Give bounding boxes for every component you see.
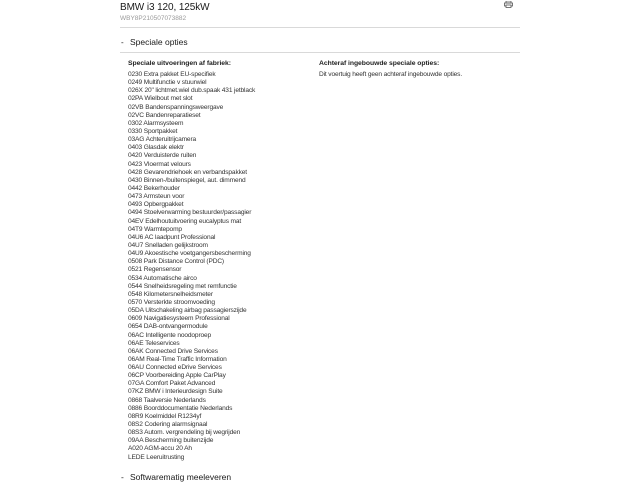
option-item: 0654 DAB-ontvangermodule — [128, 323, 208, 331]
section-divider — [120, 52, 520, 53]
special-options-toggle[interactable] — [121, 37, 188, 48]
option-item: 06AM Real-Time Traffic Information — [128, 355, 227, 363]
option-item: 0442 Bekerhouder — [128, 184, 180, 192]
option-item: 0423 Vloermat velours — [128, 160, 191, 168]
option-item: 08R9 Koelmiddel R1234yf — [128, 412, 202, 420]
option-item: 03AG Achteruitrijcamera — [128, 136, 197, 144]
option-item: 0570 Versterkte stroomvoeding — [128, 298, 215, 306]
vehicle-vin: WBY8P210507073882 — [120, 15, 187, 22]
option-item: 0548 Kilometersnelheidsmeter — [128, 290, 213, 298]
factory-options-title: Speciale uitvoeringen af fabriek: — [128, 60, 231, 67]
option-item: 06AC Intelligente noodoproep — [128, 331, 212, 339]
option-item: 02VB Bandenspanningsweergave — [128, 103, 224, 111]
collapse-icon: - — [121, 38, 124, 47]
option-item: 06AK Connected Drive Services — [128, 347, 218, 355]
option-item: 07GA Comfort Paket Advanced — [128, 380, 216, 388]
option-item: 04T9 Warmtepomp — [128, 225, 182, 233]
option-item: 04U9 Akoestische voetgangersbescherming — [128, 250, 251, 258]
option-item: 0473 Armsteun voor — [128, 193, 185, 201]
option-item: 08S3 Autom. vergrendeling bij wegrijden — [128, 429, 241, 437]
option-item: 06CP Voorbereiding Apple CarPlay — [128, 372, 226, 380]
option-item: 02VC Bandenreparatieset — [128, 111, 201, 119]
software-section-heading: Softwarematig meeleveren — [130, 472, 232, 482]
vehicle-title: BMW i3 120, 125kW — [120, 2, 210, 13]
option-item: 0230 Extra pakket EU-specifiek — [128, 71, 216, 78]
option-item: 0428 Gevarendriehoek en verbandspakket — [128, 168, 247, 176]
option-item: 0430 Binnen-/buitenspiegel, aut. dimmend — [128, 176, 246, 184]
option-item: 04EV Edelhoutuitvoering eucalyptus mat — [128, 217, 242, 225]
option-item: 0534 Automatische airco — [128, 274, 197, 282]
option-item: 06AE Teleservices — [128, 339, 180, 347]
option-item: 0609 Navigatiesysteem Professional — [128, 315, 230, 323]
printer-icon[interactable] — [504, 1, 513, 8]
header-divider — [120, 27, 520, 28]
option-item: 0494 Stoelverwarming bestuurder/passagier — [128, 209, 252, 217]
collapse-icon: - — [121, 472, 124, 482]
special-options-heading: Speciale opties — [130, 37, 188, 47]
option-item: 0403 Glasdak elektr — [128, 144, 184, 152]
option-item: 04U6 AC laadpunt Professional — [128, 233, 216, 241]
option-item: 04U7 Snelladen gelijkstroom — [128, 241, 208, 249]
retrofit-options-text: Dit voertuig heeft geen achteraf ingebouwde opties. — [319, 71, 463, 78]
option-item: 0544 Snelheidsregeling met remfunctie — [128, 282, 237, 290]
option-item: 06AU Connected eDrive Services — [128, 364, 222, 372]
retrofit-options-title: Achteraf ingebouwde speciale opties: — [319, 60, 440, 67]
option-item: 07KZ BMW i Interieurdesign Suite — [128, 388, 223, 396]
option-item: 0302 Alarmsysteem — [128, 119, 184, 127]
option-item: 0886 Boorddocumentatie Nederlands — [128, 404, 233, 412]
option-item: LEDE Leeruitrusting — [128, 453, 185, 461]
option-item: 0493 Opbergpakket — [128, 201, 184, 209]
factory-options-list — [128, 71, 303, 462]
option-item: 08S2 Codering alarmsignaal — [128, 421, 208, 429]
software-section-toggle[interactable] — [121, 472, 231, 482]
retrofit-options-column — [319, 59, 514, 79]
option-item: 026X 20" lichtmet.wiel dub.spaak 431 jetblack — [128, 87, 256, 95]
option-item: 0249 Multifunctie v stuurwiel — [128, 79, 207, 87]
option-item: 0868 Taalversie Nederlands — [128, 396, 206, 404]
option-item: 0521 Regensensor — [128, 266, 182, 274]
option-item: 09AA Bescherming buitenzijde — [128, 437, 214, 445]
option-item: 0508 Park Distance Control (PDC) — [128, 258, 224, 266]
option-item: 0330 Sportpakket — [128, 127, 178, 135]
vehicle-header — [120, 2, 520, 24]
option-item: A020 AGM-accu 20 Ah — [128, 445, 192, 453]
option-item: 0420 Verduisterde ruiten — [128, 152, 197, 160]
option-item: 02PA Wielbout met slot — [128, 95, 193, 103]
option-item: 05DA Uitschakeling airbag passagierszijde — [128, 307, 247, 315]
factory-options-column — [128, 59, 303, 462]
